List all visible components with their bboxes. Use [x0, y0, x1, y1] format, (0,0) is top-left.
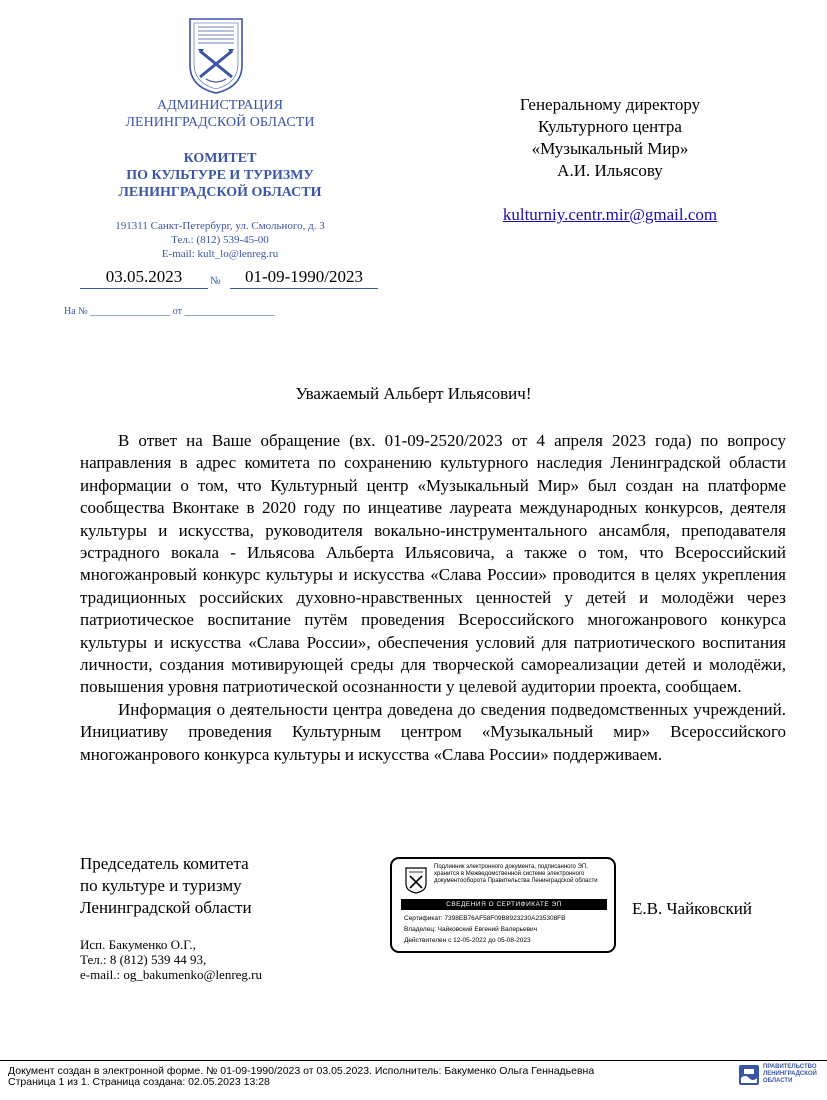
- coat-of-arms-icon: [404, 866, 428, 894]
- signer-title-line: Ленинградской области: [80, 898, 252, 917]
- document-date: 03.05.2023: [80, 267, 208, 289]
- org-line: ЛЕНИНГРАДСКОЙ ОБЛАСТИ: [125, 115, 315, 130]
- sender-email: E-mail: kult_lo@lenreg.ru: [161, 248, 279, 260]
- document-number: 01-09-1990/2023: [230, 267, 378, 289]
- executor-email: e-mail.: og_bakumenko@lenreg.ru: [80, 967, 262, 982]
- certificate-validity: Действителен с 12-05-2022 до 05-08-2023: [404, 937, 531, 944]
- certificate-id: Сертификат: 7398EB76AF58F09B8923230A235308FB: [404, 915, 566, 922]
- sender-phone: Тел.: (812) 539-45-00: [171, 234, 269, 246]
- gov-logo-line: ПРАВИТЕЛЬСТВО: [763, 1064, 817, 1070]
- executor-block: [80, 937, 262, 982]
- signer-title-line: по культуре и туризму: [80, 876, 242, 895]
- committee-line: ПО КУЛЬТУРЕ И ТУРИЗМУ: [126, 168, 314, 183]
- recipient-line: А.И. Ильясову: [557, 161, 663, 180]
- signer-title-line: Председатель комитета: [80, 854, 249, 873]
- government-logo-text: [763, 1064, 817, 1085]
- footer-divider: [0, 1060, 827, 1061]
- e-signature-stamp: [390, 857, 616, 953]
- gov-logo-line: ЛЕНИНГРАДСКОЙ: [763, 1071, 817, 1077]
- recipient-email-link[interactable]: kulturniy.centr.mir@gmail.com: [502, 205, 718, 224]
- executor-name: Исп. Бакуменко О.Г.,: [80, 937, 196, 952]
- recipient-line: Генеральному директору: [519, 95, 701, 114]
- salutation: Уважаемый Альберт Ильясович!: [295, 384, 532, 403]
- recipient-line: «Музыкальный Мир»: [531, 139, 689, 158]
- government-logo-icon: [738, 1064, 760, 1086]
- reference-row: На № ________________ от __________________: [64, 306, 275, 317]
- signer-title: [80, 853, 252, 919]
- coat-of-arms-icon: [186, 15, 246, 95]
- body-paragraph: Информация о деятельности центра доведена до сведения подведомственных учреждений. Инициативу проведения Культурным центром «Музыкальный мир» Всероссийского многожанрового конкурса культуры и искусства «Слава России» поддерживаем.: [80, 699, 786, 764]
- gov-logo-line: ОБЛАСТИ: [763, 1078, 793, 1084]
- committee-line: ЛЕНИНГРАДСКОЙ ОБЛАСТИ: [118, 185, 322, 200]
- stamp-title-bar: СВЕДЕНИЯ О СЕРТИФИКАТЕ ЭП: [401, 899, 607, 910]
- certificate-details: [404, 913, 610, 946]
- recipient-line: Культурного центра: [538, 117, 682, 136]
- letter-body: [80, 430, 786, 766]
- committee-name: [60, 150, 380, 201]
- footer-line: Документ создан в электронной форме. № 01-09-1990/2023 от 03.05.2023. Исполнитель: Бакуменко Ольга Геннадьевна: [8, 1065, 595, 1077]
- recipient-block: [440, 94, 780, 182]
- footer-line: Страница 1 из 1. Страница создана: 02.05.2023 13:28: [8, 1076, 270, 1088]
- certificate-owner: Владелец: Чайковский Евгений Валерьевич: [404, 926, 538, 933]
- org-line: АДМИНИСТРАЦИЯ: [157, 98, 283, 113]
- number-sign: №: [210, 275, 221, 287]
- signer-name: Е.В. Чайковский: [632, 899, 752, 918]
- stamp-note: Подлинник электронного документа, подписанного ЭП, хранится в Межведомственной системе электронного документооборота Правительства Ленинградской области: [434, 864, 598, 884]
- registration-row: [80, 267, 380, 291]
- executor-phone: Тел.: 8 (812) 539 44 93,: [80, 952, 207, 967]
- administration-name: [60, 97, 380, 131]
- committee-line: КОМИТЕТ: [183, 151, 257, 166]
- body-paragraph: В ответ на Ваше обращение (вх. 01-09-2520/2023 от 4 апреля 2023 года) по вопросу направления в адрес комитета по сохранению культурного наследия Ленинградской области информации о том, что Культурный центр «Музыкальный Мир» был создан на платформе сообщества Вконтаке в 2020 году по инцеативе лауреата международных конкурсов, деятеля культуры и искусства, руководителя вокально-инструментального ансамбля, преподавателя эстрадного вокала - Ильясова Альберта Ильясовича, а также о том, что Всероссийский многожанровый конкурс культуры и искусства «Слава России» проводится в целях укрепления традиционных российских духовно-нравственных ценностей у детей и молодёжи через патриотическое воспитание путём проведения Всероссийского многожанрового конкурса культуры и искусства «Слава России», обеспечения условий для патриотического воспитания личности, создания мотивирующей среды для творческой самореализации детей и молодёжи, повышения уровня патриотической осознанности у целевой аудитории проекта, сообщаем.: [80, 431, 786, 697]
- page-footer: [8, 1066, 594, 1088]
- sender-address: 191311 Санкт-Петербург, ул. Смольного, д. 3: [115, 220, 325, 232]
- sender-contacts: [60, 219, 380, 261]
